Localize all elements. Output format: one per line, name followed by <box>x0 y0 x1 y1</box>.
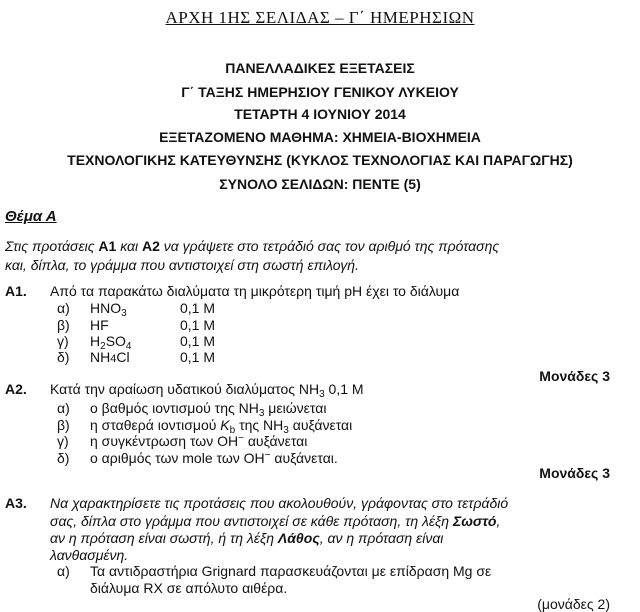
a2-marks: Μονάδες 3 <box>539 465 610 481</box>
theme-title: Θέμα Α <box>5 208 57 225</box>
a2-option-letter: γ) <box>57 433 69 449</box>
a1-option-letter: β) <box>57 317 70 333</box>
question-a3-number: Α3. <box>5 495 27 511</box>
a1-option-formula: $HNO_3$ <box>90 300 127 319</box>
question-a3-line-4: λανθασμένη. <box>50 547 129 563</box>
a1-option-letter: α) <box>57 300 70 316</box>
question-a3-line-3: αν η πρόταση είναι σωστή, ή τη λέξη Λάθος, αν η πρόταση είναι <box>50 530 444 546</box>
a2-option-letter: δ) <box>57 450 70 466</box>
exam-class: Γ΄ ΤΑΞΗΣ ΗΜΕΡΗΣΙΟΥ ΓΕΝΙΚΟΥ ΛΥΚΕΙΟΥ <box>181 84 459 100</box>
a2-option-text: ο αριθμός των mole των OH− αυξάνεται. <box>90 450 338 466</box>
question-a1-text: Από τα παρακάτω διαλύματα τη μικρότερη τιμή pH έχει το διάλυμα <box>50 283 460 299</box>
a2-option-letter: α) <box>57 400 70 416</box>
a2-option-text: η συγκέντρωση των OH− αυξάνεται <box>90 433 308 449</box>
a1-option-formula: $H_2SO_4$ <box>90 333 132 352</box>
a2-option-text: ο βαθμός ιοντισμού της $NH_3$ μειώνεται <box>90 400 327 419</box>
exam-subject: ΕΞΕΤΑΖΟΜΕΝΟ ΜΑΘΗΜΑ: ΧΗΜΕΙΑ-ΒΙΟΧΗΜΕΙΑ <box>159 129 481 145</box>
a1-option-letter: γ) <box>57 333 69 349</box>
exam-title: ΠΑΝΕΛΛΑΔΙΚΕΣ ΕΞΕΤΑΣΕΙΣ <box>225 60 415 76</box>
a1-marks: Μονάδες 3 <box>539 368 610 384</box>
a1-option-concentration: 0,1 Μ <box>180 317 216 333</box>
page-top-header: ΑΡΧΗ 1ΗΣ ΣΕΛΙΔΑΣ – Γ΄ ΗΜΕΡΗΣΙΩΝ <box>165 8 475 27</box>
instructions-line-1: Στις προτάσεις Α1 και Α2 να γράψετε στο τετράδιό σας τον αριθμό της πρότασης <box>5 238 500 254</box>
question-a2-text: Κατά την αραίωση υδατικού διαλύματος $NH_3$ 0,1 Μ <box>50 381 364 400</box>
exam-direction: ΤΕΧΝΟΛΟΓΙΚΗΣ ΚΑΤΕΥΘΥΝΣΗΣ (ΚΥΚΛΟΣ ΤΕΧΝΟΛΟΓΙΑΣ ΚΑΙ ΠΑΡΑΓΩΓΗΣ) <box>67 152 573 168</box>
a3-option-a-line-1: Τα αντιδραστήρια Grignard παρασκευάζονται με επίδραση Mg σε <box>90 563 492 579</box>
a1-option-formula: NH4Cl <box>90 349 130 365</box>
question-a1-number: Α1. <box>5 283 27 299</box>
a1-option-concentration: 0,1 Μ <box>180 349 216 365</box>
exam-page-count: ΣΥΝΟΛΟ ΣΕΛΙΔΩΝ: ΠΕΝΤΕ (5) <box>219 176 421 192</box>
question-a2-number: Α2. <box>5 381 27 397</box>
question-a3-line-2: σας, δίπλα στο γράμμα που αντιστοιχεί σε κάθε πρόταση, τη λέξη Σωστό, <box>50 513 501 529</box>
a1-option-letter: δ) <box>57 349 70 365</box>
a1-option-concentration: 0,1 Μ <box>180 300 216 316</box>
a1-option-concentration: 0,1 Μ <box>180 333 216 349</box>
instructions-line-2: και, δίπλα, το γράμμα που αντιστοιχεί στη σωστή επιλογή. <box>5 257 359 273</box>
a3-option-a-line-2: διάλυμα RX σε απόλυτο αιθέρα. <box>90 580 288 596</box>
a3-option-a-marks: (μονάδες 2) <box>537 596 610 612</box>
a2-option-letter: β) <box>57 417 70 433</box>
question-a3-line-1: Να χαρακτηρίσετε τις προτάσεις που ακολουθούν, γράφοντας στο τετράδιό <box>50 495 509 511</box>
exam-date: ΤΕΤΑΡΤΗ 4 ΙΟΥΝΙΟΥ 2014 <box>234 106 406 122</box>
a1-option-formula: HF <box>90 317 109 333</box>
a3-option-letter: α) <box>57 563 70 579</box>
a2-option-text: η σταθερά ιοντισμού $K_b$ της $NH_3$ αυξάνεται <box>90 417 353 436</box>
